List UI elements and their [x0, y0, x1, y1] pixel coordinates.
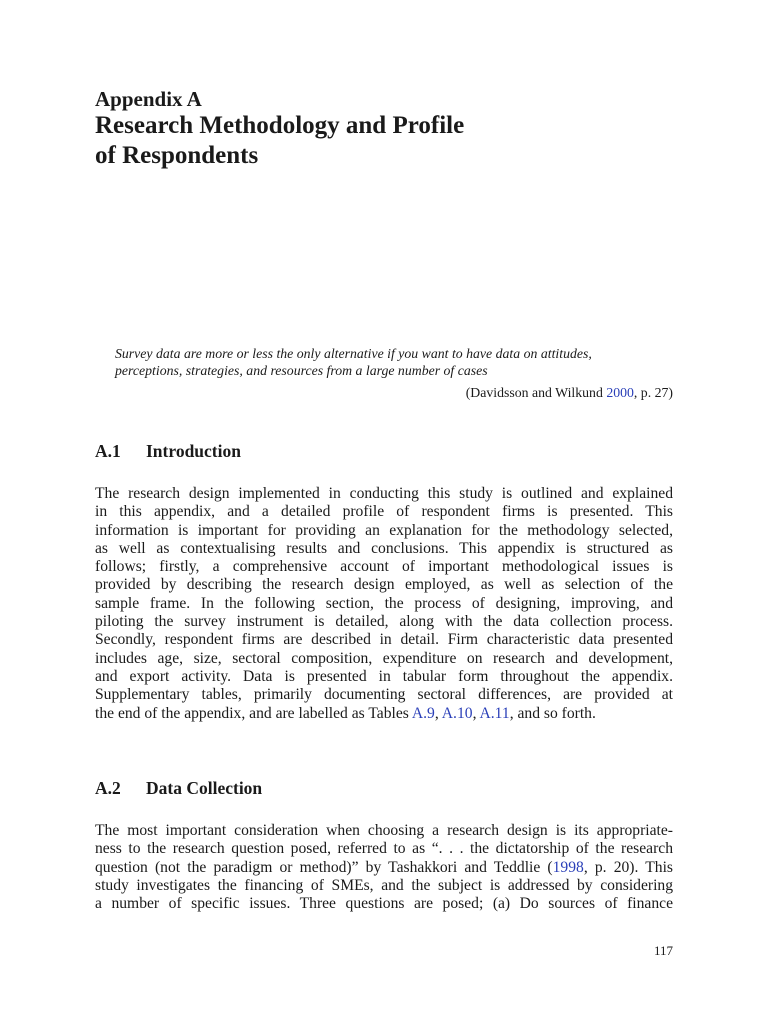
chapter-title-line: Research Methodology and Profile	[95, 112, 465, 139]
paragraph-line: Secondly, respondent firms are described in detail. Firm characteristic data presented	[95, 631, 673, 649]
citation-year-link[interactable]: 1998	[552, 858, 584, 876]
line-text: ,	[472, 704, 480, 722]
section-heading-introduction	[95, 440, 241, 462]
section-number: A.1	[95, 441, 121, 461]
epigraph-line: perceptions, strategies, and resources from a large number of cases	[115, 363, 488, 378]
section-title: Introduction	[146, 441, 241, 461]
paragraph-line: as well as contextualising results and conclusions. This appendix is structured as	[95, 539, 673, 557]
paragraph-line: a number of specific issues. Three questions are posed; (a) Do sources of finance	[95, 895, 673, 913]
table-ref-link[interactable]: A.9	[411, 704, 435, 722]
paragraph-line: piloting the survey instrument is detailed, along with the data collection process.	[95, 613, 673, 631]
introduction-paragraph	[95, 485, 673, 723]
paragraph-line: provided by describing the research design employed, as well as selection of the	[95, 576, 673, 594]
paragraph-line: study investigates the financing of SMEs, and the subject is addressed by considering	[95, 876, 673, 894]
paragraph-line: The most important consideration when choosing a research design is its appropriate-	[95, 822, 673, 839]
paragraph-line: sample frame. In the following section, the process of designing, improving, and	[95, 594, 673, 612]
paragraph-line: ness to the research question posed, referred to as “. . . the dictatorship of the research	[95, 840, 673, 858]
appendix-label: Appendix A	[95, 87, 202, 111]
epigraph-citation	[115, 384, 673, 401]
line-text: ,	[434, 704, 442, 722]
epigraph-line: Survey data are more or less the only alternative if you want to have data on attitudes,	[115, 346, 592, 361]
section-title: Data Collection	[146, 778, 263, 798]
page-number: 117	[653, 943, 673, 958]
paragraph-line: includes age, size, sectoral composition, expenditure on research and development,	[95, 649, 673, 667]
table-ref-link[interactable]: A.11	[479, 704, 510, 722]
paragraph-line	[95, 705, 673, 723]
paragraph-line: information is important for providing an explanation for the methodology selected,	[95, 521, 673, 539]
paragraph-line: Supplementary tables, primarily documenting sectoral differences, are provided at	[95, 686, 673, 704]
citation-text: , p. 27)	[633, 385, 673, 400]
line-text: question (not the paradigm or method)” by Tashakkori and Teddlie (	[95, 858, 553, 876]
line-text: , p. 20). This	[583, 858, 673, 876]
paragraph-line: The research design implemented in conducting this study is outlined and explained	[95, 485, 673, 502]
chapter-title	[95, 111, 464, 171]
line-text: , and so forth.	[509, 704, 596, 722]
chapter-title-line: of Respondents	[95, 142, 259, 169]
paragraph-line: in this appendix, and a detailed profile of respondent firms is presented. This	[95, 503, 673, 521]
section-heading-data-collection	[95, 777, 262, 799]
table-ref-link[interactable]: A.10	[441, 704, 473, 722]
paragraph-line: and export activity. Data is presented in tabular form throughout the appendix.	[95, 667, 673, 685]
citation-text: (Davidsson and Wilkund	[465, 385, 607, 400]
paragraph-line: follows; firstly, a comprehensive account of important methodological issues is	[95, 558, 673, 576]
line-text: the end of the appendix, and are labelled as Tables	[95, 704, 412, 722]
paragraph-line	[95, 859, 673, 877]
section-number: A.2	[95, 778, 121, 798]
data-collection-paragraph	[95, 822, 673, 913]
epigraph	[115, 345, 673, 401]
citation-year-link[interactable]: 2000	[606, 385, 634, 400]
